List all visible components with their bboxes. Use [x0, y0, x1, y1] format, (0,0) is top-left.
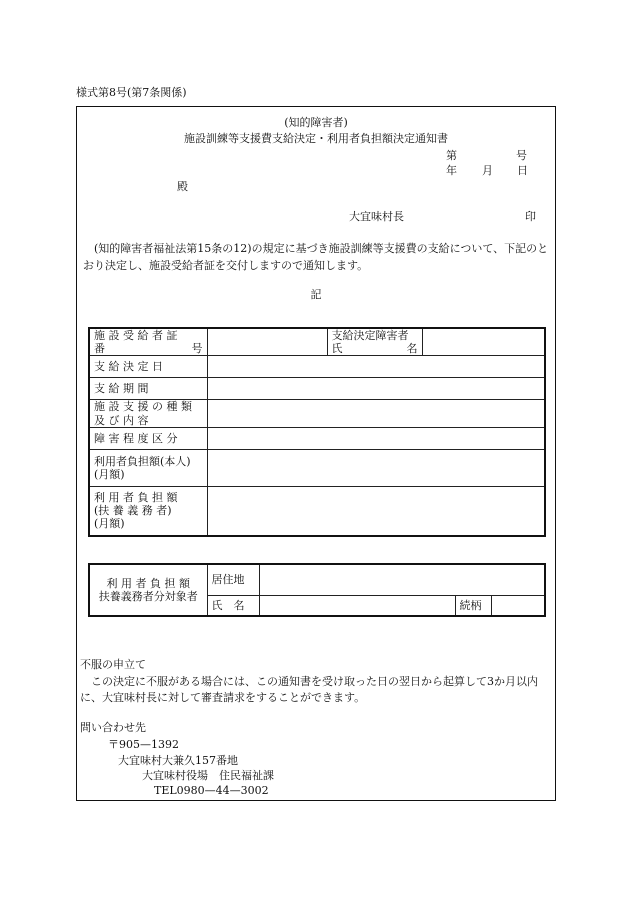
relation-field[interactable] — [491, 596, 545, 617]
burden-self-label-a: 利用者負担額(本人) — [94, 454, 191, 468]
supporter-table — [88, 563, 546, 617]
date-day: 日 — [517, 164, 528, 177]
supporter-target-label-b: 扶養義務者分対象者 — [98, 590, 198, 603]
residence-field[interactable] — [259, 564, 545, 596]
inquiry-tel: TEL0980—44—3002 — [154, 784, 269, 797]
recipient-label — [327, 328, 422, 356]
objection-title: 不服の申立て — [80, 658, 146, 671]
burden-self-label-b: (月額) — [94, 467, 125, 481]
issuer: 大宜味村長 — [349, 210, 404, 223]
seal-mark: 印 — [525, 210, 536, 223]
cert-number-field[interactable] — [207, 328, 327, 356]
burden-supporter-label-b: (扶 養 義 務 者) — [94, 504, 172, 518]
inquiry-address: 大宜味村大兼久157番地 — [118, 754, 238, 767]
period-label: 支 給 期 間 — [89, 378, 207, 400]
burden-self-label — [89, 449, 207, 486]
service-field[interactable] — [207, 400, 545, 427]
decision-date-field[interactable] — [207, 356, 545, 378]
period-field[interactable] — [207, 378, 545, 400]
form-label: 様式第8号(第7条関係) — [76, 86, 187, 99]
inquiry-office: 大宜味村役場 住民福祉課 — [142, 769, 274, 782]
residence-label: 居住地 — [207, 564, 259, 596]
inquiry-zip: 〒905—1392 — [108, 738, 179, 751]
burden-supporter-field[interactable] — [207, 486, 545, 536]
burden-self-field[interactable] — [207, 449, 545, 486]
service-label-a: 施 設 支 援 の 種 類 — [94, 400, 192, 414]
cert-number-label — [89, 328, 207, 356]
decision-date-label: 支 給 決 定 日 — [89, 356, 207, 378]
disability-level-field[interactable] — [207, 427, 545, 449]
supporter-target-label — [89, 564, 207, 616]
ki-label: 記 — [310, 288, 322, 301]
date-year: 年 — [446, 164, 457, 177]
objection-text: この決定に不服がある場合には、この通知書を受け取った日の翌日から起算して3か月以内に、大宜味村長に対して審査請求をすることができます。 — [80, 675, 538, 704]
recipient-label-a: 支給決定障害者 — [331, 329, 409, 342]
date-month: 月 — [482, 164, 493, 177]
supporter-name-label: 氏 名 — [207, 596, 259, 617]
recipient-label-b2: 名 — [406, 342, 418, 356]
relation-label: 続柄 — [455, 596, 491, 617]
inquiry-title: 問い合わせ先 — [80, 721, 146, 734]
number-dai: 第 — [446, 149, 457, 162]
recipient-label-b1: 氏 — [331, 342, 343, 356]
number-gou: 号 — [516, 149, 527, 162]
addressee-suffix: 殿 — [177, 180, 188, 193]
burden-supporter-label-a: 利 用 者 負 担 額 — [94, 490, 178, 504]
burden-supporter-label-c: (月額) — [94, 517, 125, 531]
cert-number-label-b1: 番 — [94, 342, 105, 356]
service-label-b: 及 び 内 容 — [94, 413, 149, 427]
disability-level-label: 障 害 程 度 区 分 — [89, 427, 207, 449]
service-label — [89, 400, 207, 427]
burden-supporter-label — [89, 486, 207, 536]
body-text: (知的障害者福祉法第15条の12)の規定に基づき施設訓練等支援費の支給について、下記のとおり決定し、施設受給者証を交付しますので通知します。 — [83, 242, 549, 272]
heading-line1: (知的障害者) — [284, 116, 348, 129]
supporter-name-field[interactable] — [259, 596, 455, 617]
document-title: 施設訓練等支援費支給決定・利用者負担額決定通知書 — [184, 132, 448, 145]
decision-table — [88, 327, 546, 537]
recipient-name-field[interactable] — [422, 328, 545, 356]
supporter-target-label-a: 利 用 者 負 担 額 — [106, 576, 190, 590]
cert-number-label-b2: 号 — [191, 342, 203, 356]
cert-number-label-a: 施 設 受 給 者 証 — [94, 329, 178, 342]
